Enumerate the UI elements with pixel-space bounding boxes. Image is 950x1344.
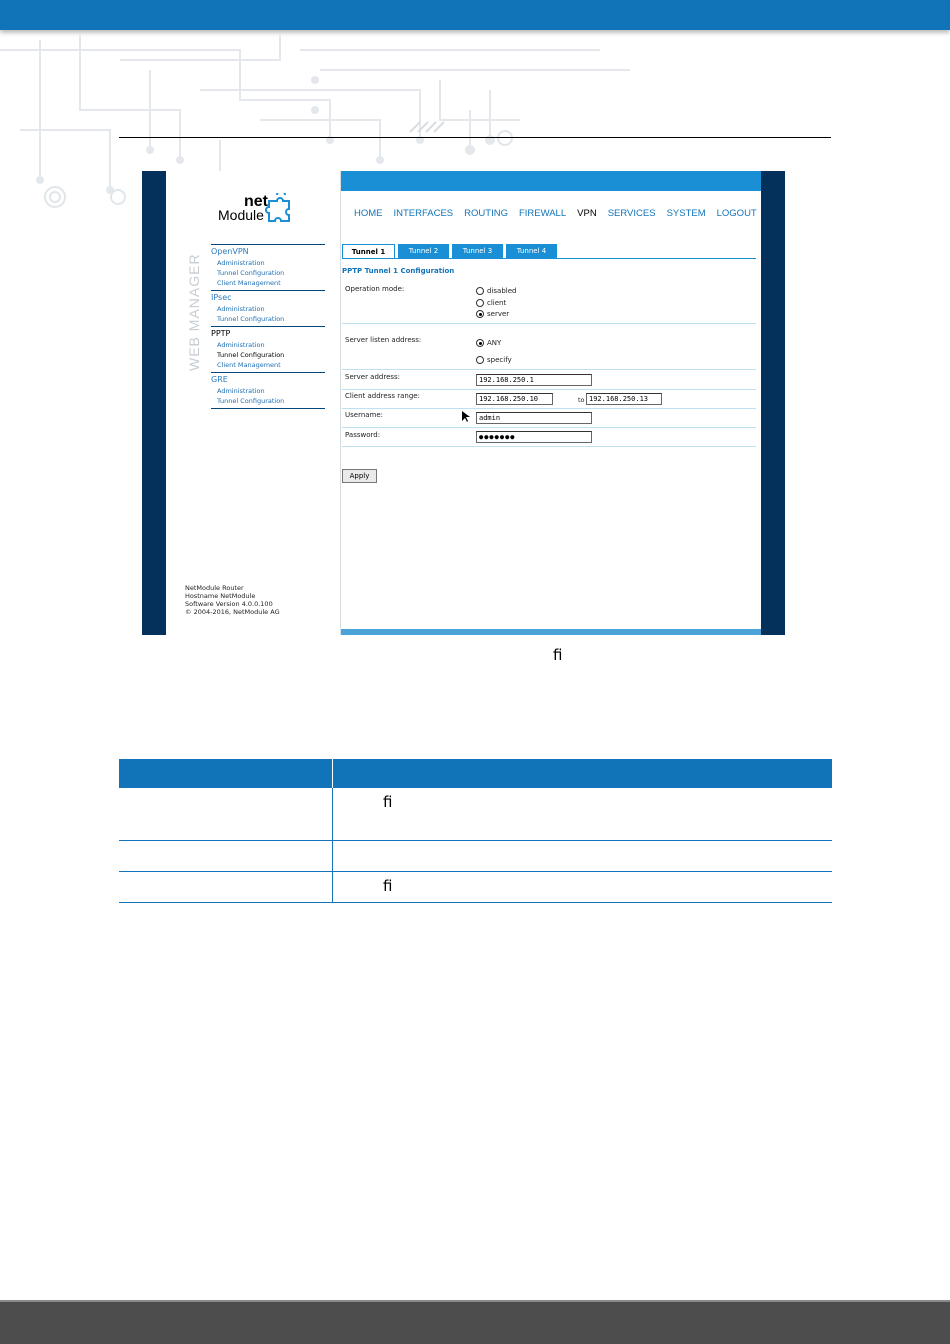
table-header-row [119, 759, 832, 788]
table-cell [333, 840, 833, 871]
sidebar-group-pptp[interactable]: PPTP [211, 329, 231, 338]
radio-server[interactable]: server [476, 310, 509, 318]
radio-circle-icon [476, 287, 484, 295]
operation-mode-label: Operation mode: [345, 285, 405, 293]
device-info-line: © 2004-2016, NetModule AG [185, 608, 280, 616]
logo-net-text: net [244, 193, 268, 210]
radio-circle-icon [476, 299, 484, 307]
radio-client[interactable]: client [476, 299, 506, 307]
radio-specify[interactable]: specify [476, 356, 512, 364]
sidebar-item-administration[interactable]: Administration [217, 305, 265, 313]
sidebar-item-tunnel-configuration[interactable]: Tunnel Configuration [217, 269, 285, 277]
table-row [119, 840, 832, 871]
server-address-input[interactable]: 192.168.250.1 [476, 374, 592, 386]
tab-tunnel-2[interactable]: Tunnel 2 [398, 244, 449, 258]
main-navigation [354, 208, 768, 219]
sidebar-separator [211, 408, 325, 409]
table-row [119, 871, 832, 902]
radio-any[interactable]: ANY [476, 339, 501, 347]
sidebar-item-client-management[interactable]: Client Management [217, 361, 281, 369]
sidebar-group-ipsec[interactable]: IPsec [211, 293, 232, 302]
tab-tunnel-4[interactable]: Tunnel 4 [506, 244, 557, 258]
table-cell: ﬁ [333, 871, 833, 902]
username-input[interactable]: admin [476, 412, 592, 424]
sidebar-item-tunnel-configuration[interactable]: Tunnel Configuration [217, 397, 285, 405]
table-cell [119, 788, 333, 840]
table-row [119, 788, 832, 840]
radio-circle-icon [476, 356, 484, 364]
description-table [119, 759, 832, 903]
device-info-line: NetModule Router [185, 584, 244, 592]
nav-services[interactable]: SERVICES [607, 208, 656, 219]
table-header-cell [333, 759, 833, 788]
sidebar-item-tunnel-configuration[interactable]: Tunnel Configuration [217, 315, 285, 323]
nav-interfaces[interactable]: INTERFACES [393, 208, 454, 219]
web-manager-vertical-title: WEB MANAGER [186, 253, 202, 371]
password-label: Password: [345, 431, 381, 439]
listen-address-label: Server listen address: [345, 336, 422, 344]
range-to-label: to [578, 396, 585, 404]
server-address-label: Server address: [345, 373, 401, 381]
sidebar-group-openvpn[interactable]: OpenVPN [211, 247, 249, 256]
client-range-from-input[interactable]: 192.168.250.10 [476, 393, 553, 405]
sidebar-group-gre[interactable]: GRE [211, 375, 228, 384]
device-info-line: Software Version 4.0.0.100 [185, 600, 273, 608]
tunnel-tabs [342, 244, 560, 258]
puzzle-logo-icon [263, 193, 299, 227]
table-cell [119, 840, 333, 871]
tab-tunnel-1[interactable]: Tunnel 1 [342, 244, 395, 258]
web-manager-screenshot [142, 171, 785, 635]
top-header-bar [0, 0, 950, 30]
client-range-to-input[interactable]: 192.168.250.13 [586, 393, 662, 405]
table-cell: ﬁ [333, 788, 833, 840]
sidebar-menu [211, 244, 325, 409]
page-footer-bar [0, 1300, 950, 1344]
device-info-line: Hostname NetModule [185, 592, 256, 600]
nav-vpn[interactable]: VPN [577, 208, 597, 219]
tab-tunnel-3[interactable]: Tunnel 3 [452, 244, 503, 258]
bottom-banner [341, 629, 761, 635]
sidebar-item-administration[interactable]: Administration [217, 387, 265, 395]
figure-caption: ﬁ [553, 646, 563, 664]
radio-disabled[interactable]: disabled [476, 287, 516, 295]
apply-button[interactable]: Apply [342, 469, 377, 483]
netmodule-logo[interactable] [216, 193, 306, 227]
sidebar-item-tunnel-configuration[interactable]: Tunnel Configuration [217, 351, 285, 359]
top-banner [341, 171, 761, 191]
table-cell [119, 871, 333, 902]
nav-system[interactable]: SYSTEM [666, 208, 706, 219]
mouse-cursor-icon [462, 411, 470, 423]
nav-home[interactable]: HOME [354, 208, 383, 219]
web-manager-page [166, 171, 761, 635]
radio-selected-icon [476, 339, 484, 347]
username-label: Username: [345, 411, 384, 419]
nav-routing[interactable]: ROUTING [464, 208, 508, 219]
device-info [185, 584, 280, 616]
radio-selected-icon [476, 310, 484, 318]
header-rule [119, 137, 831, 138]
nav-logout[interactable]: LOGOUT [716, 208, 757, 219]
sidebar-item-client-management[interactable]: Client Management [217, 279, 281, 287]
table-header-cell [119, 759, 333, 788]
sidebar-item-administration[interactable]: Administration [217, 259, 265, 267]
config-title: PPTP Tunnel 1 Configuration [342, 267, 455, 275]
password-input[interactable]: ●●●●●●● [476, 431, 592, 443]
sidebar-item-administration[interactable]: Administration [217, 341, 265, 349]
nav-firewall[interactable]: FIREWALL [518, 208, 567, 219]
logo-module-text: Module [218, 207, 264, 223]
client-range-label: Client address range: [345, 392, 420, 400]
